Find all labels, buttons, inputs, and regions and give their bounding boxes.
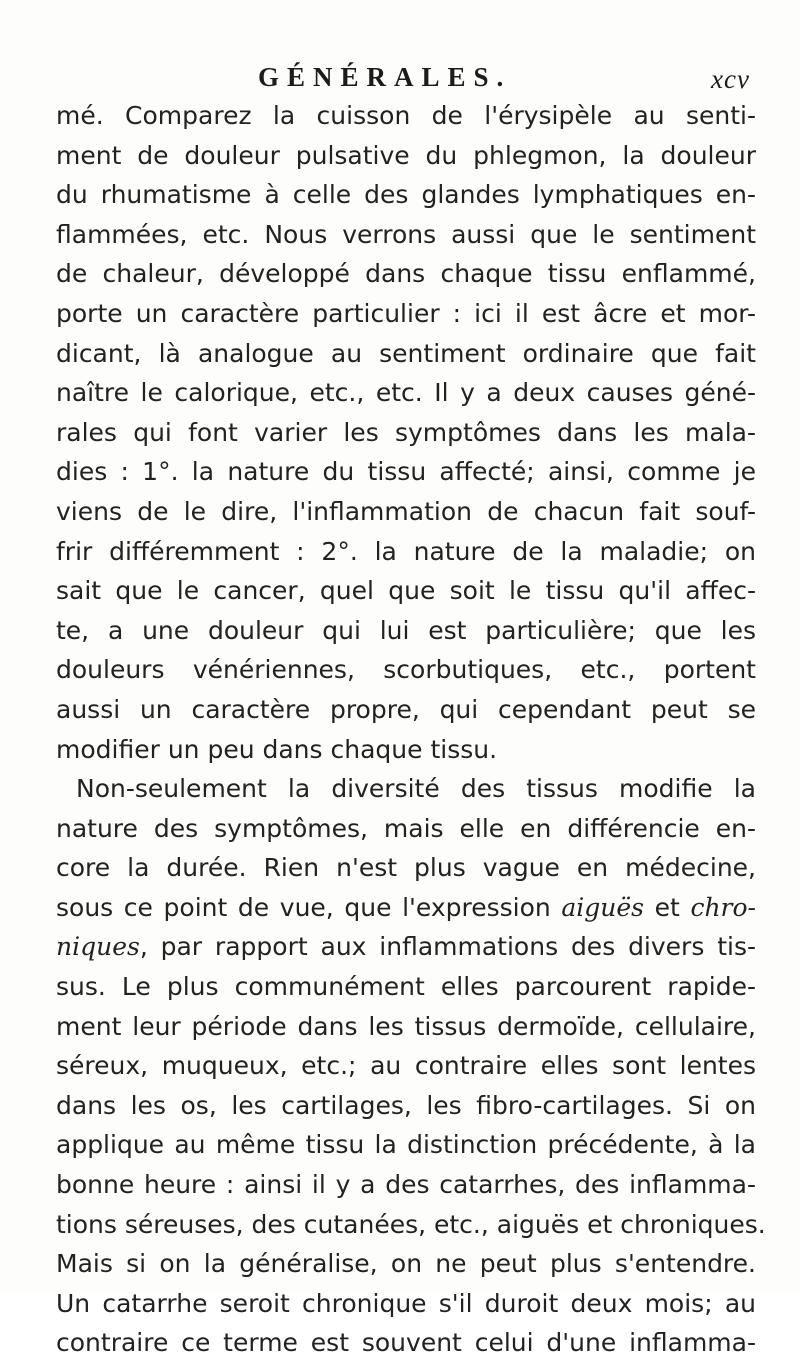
text-segment: porte un caractère particulier : ici il est âcre et mor-	[56, 298, 756, 328]
text-line	[56, 650, 756, 690]
text-segment: de chaleur, développé dans chaque tissu enflammé,	[56, 259, 756, 289]
text-segment: dies : 1°. la nature du tissu affecté; ainsi, comme je	[56, 457, 756, 487]
text-segment: frir différemment : 2°. la nature de la maladie; on	[56, 536, 756, 566]
text-line	[56, 1046, 756, 1086]
text-line	[56, 1244, 756, 1284]
text-line	[56, 492, 756, 532]
text-segment: ment leur période dans les tissus dermoïde, cellulaire,	[56, 1011, 756, 1041]
text-segment: mé. Comparez la cuisson de l'érysipèle au senti-	[56, 101, 756, 130]
text-segment: sait que le cancer, quel que soit le tissu qu'il affec-	[56, 576, 756, 606]
text-segment: aussi un caractère propre, qui cependant peut se	[56, 694, 756, 724]
text-segment: viens de le dire, l'inflammation de chacun fait souf-	[56, 496, 756, 526]
text-segment: dans les os, les cartilages, les fibro-cartilages. Si on	[56, 1090, 756, 1120]
italic-text: aiguës	[561, 892, 645, 922]
text-line	[56, 175, 756, 215]
text-segment: du rhumatisme à celle des glandes lymphatiques en-	[56, 180, 756, 210]
text-segment: te, a une douleur qui lui est particulière; que les	[56, 615, 756, 645]
text-segment: naître le calorique, etc., etc. Il y a deux causes géné-	[56, 378, 756, 408]
text-line	[56, 294, 756, 334]
text-segment: , par rapport aux inflammations des divers tis-	[139, 932, 756, 962]
text-line	[56, 136, 756, 176]
text-segment: douleurs vénériennes, scorbutiques, etc., portent	[56, 655, 756, 685]
text-segment: Non-seulement la diversité des tissus modifie la	[76, 774, 756, 804]
text-line	[56, 452, 756, 492]
text-segment: tions séreuses, des cutanées, etc., aiguës et chroniques.	[56, 1209, 766, 1239]
page-number: xcv	[711, 64, 750, 94]
text-line	[56, 769, 756, 809]
text-segment: sus. Le plus communément elles parcourent rapide-	[56, 972, 756, 1002]
text-segment: core la durée. Rien n'est plus vague en médecine,	[56, 853, 756, 883]
text-segment: et	[644, 892, 691, 922]
text-segment: dicant, là analogue au sentiment ordinaire que fait	[56, 338, 756, 368]
text-line	[56, 1323, 756, 1363]
text-line	[56, 1007, 756, 1047]
text-line	[56, 1165, 756, 1205]
text-segment: bonne heure : ainsi il y a des catarrhes, des inflamma-	[56, 1170, 756, 1200]
text-line	[56, 848, 756, 888]
running-title: GÉNÉRALES.	[258, 62, 512, 92]
text-line	[56, 809, 756, 849]
text-segment: flammées, etc. Nous verrons aussi que le sentiment	[56, 219, 756, 249]
text-segment: applique au même tissu la distinction précédente, à la	[56, 1130, 756, 1160]
italic-text: chro-	[690, 892, 756, 922]
text-segment: contraire ce terme est souvent celui d'une inflamma-	[56, 1328, 756, 1358]
text-line	[56, 373, 756, 413]
text-line	[56, 1205, 766, 1245]
italic-text: niques	[56, 932, 140, 962]
text-segment: Mais si on la généralise, on ne peut plus s'entendre.	[56, 1249, 756, 1279]
text-line	[56, 730, 756, 770]
text-segment: sous ce point de vue, que l'expression	[56, 892, 562, 922]
text-segment: ment de douleur pulsative du phlegmon, la douleur	[56, 140, 756, 170]
body-text	[56, 96, 766, 1363]
text-line	[56, 334, 756, 374]
text-line	[56, 611, 756, 651]
text-line	[56, 571, 756, 611]
text-line	[56, 254, 756, 294]
text-line	[56, 215, 756, 255]
text-line	[56, 1086, 756, 1126]
text-line	[56, 1125, 756, 1165]
text-segment: nature des symptômes, mais elle en différencie en-	[56, 813, 756, 843]
text-line	[56, 1284, 756, 1324]
text-segment: Un catarrhe seroit chronique s'il duroit deux mois; au	[56, 1288, 756, 1318]
text-line	[56, 96, 756, 136]
text-segment: rales qui font varier les symptômes dans les mala-	[56, 417, 756, 447]
text-segment: modifier un peu dans chaque tissu.	[56, 734, 498, 764]
text-line	[56, 690, 756, 730]
text-segment: séreux, muqueux, etc.; au contraire elles sont lentes	[56, 1051, 756, 1081]
text-line	[56, 927, 756, 967]
text-line	[56, 413, 756, 453]
text-line	[56, 532, 756, 572]
text-line	[56, 888, 756, 928]
text-line	[56, 967, 756, 1007]
